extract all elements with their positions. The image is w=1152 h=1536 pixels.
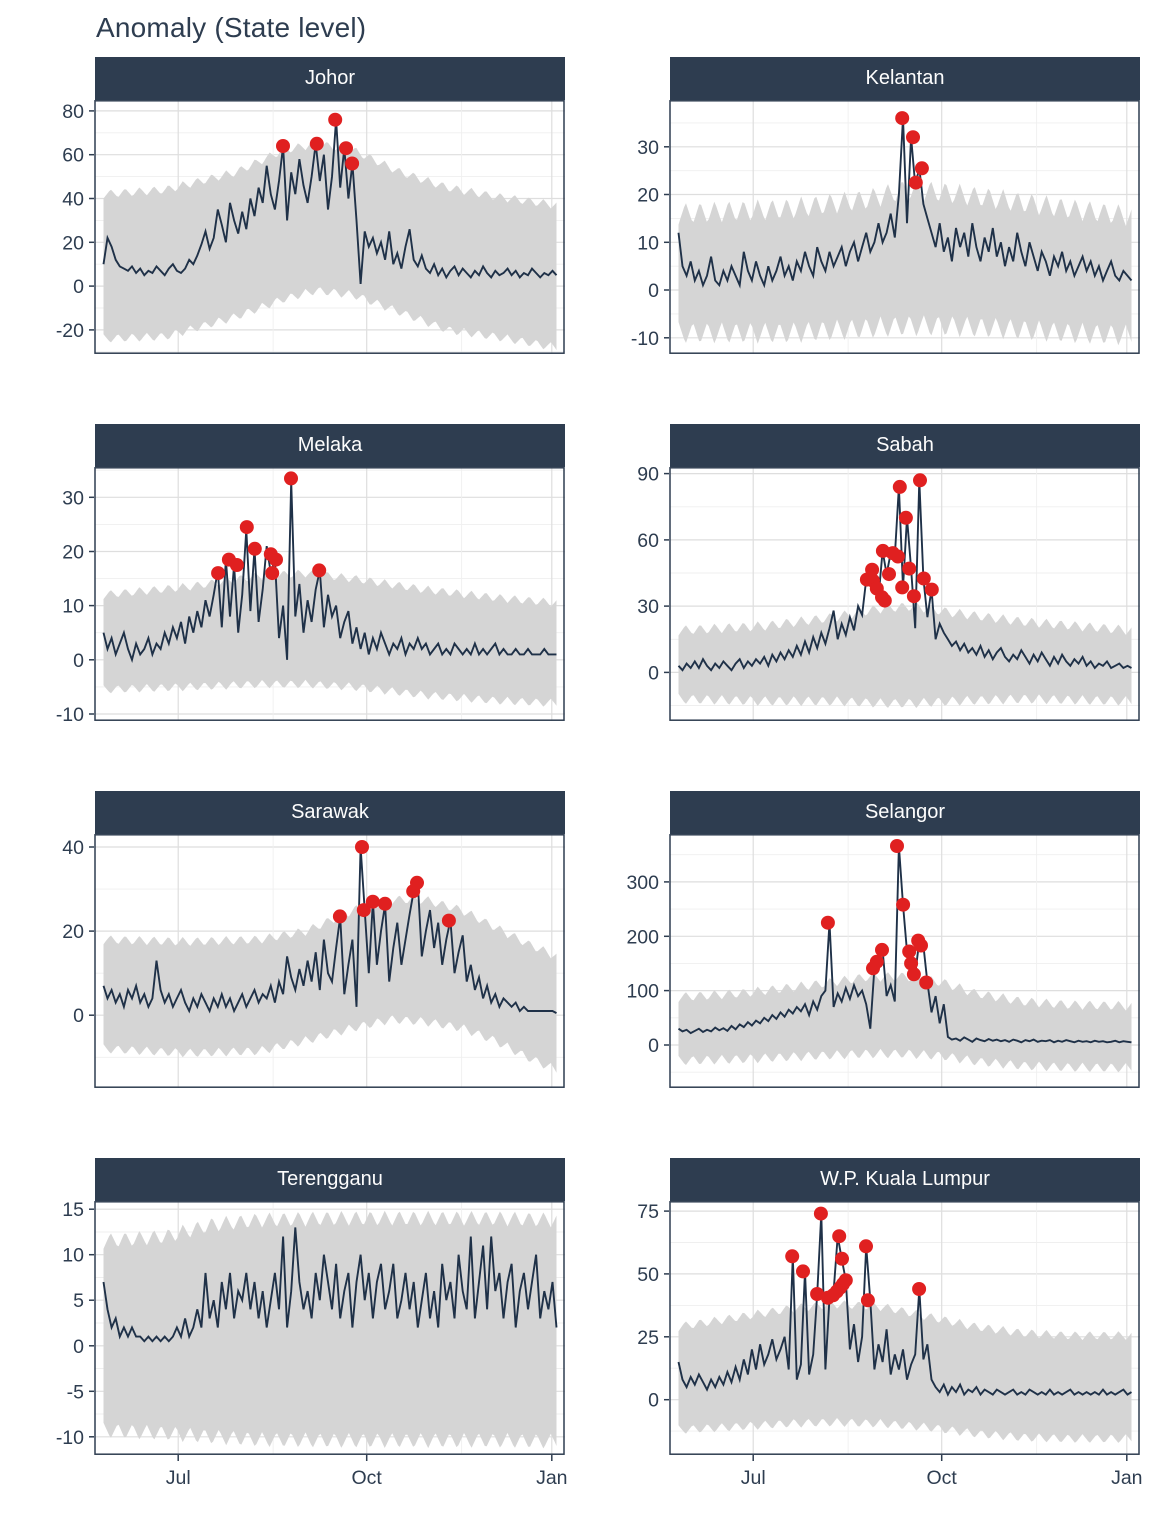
facet-header-johor: Johor — [95, 57, 565, 100]
svg-text:-20: -20 — [55, 319, 84, 342]
svg-text:0: 0 — [648, 280, 659, 302]
svg-text:20: 20 — [637, 184, 659, 207]
svg-text:75: 75 — [637, 1201, 659, 1224]
plot-johor — [45, 100, 565, 354]
svg-text:5: 5 — [73, 1290, 84, 1313]
svg-text:-10: -10 — [630, 327, 659, 350]
svg-text:Jul: Jul — [165, 1467, 191, 1489]
facet-header-sarawak: Sarawak — [95, 791, 565, 834]
facet-kelantan — [620, 57, 1140, 354]
svg-text:Oct: Oct — [926, 1467, 957, 1489]
svg-text:0: 0 — [648, 1389, 659, 1412]
svg-text:10: 10 — [637, 232, 659, 255]
plot-sarawak — [45, 834, 565, 1088]
svg-text:-10: -10 — [55, 1426, 84, 1449]
svg-text:0: 0 — [73, 649, 84, 672]
svg-text:30: 30 — [637, 596, 659, 619]
plot-kelantan — [620, 100, 1140, 354]
svg-text:0: 0 — [73, 276, 84, 299]
svg-text:Jul: Jul — [740, 1467, 766, 1489]
facet-header-sabah: Sabah — [670, 424, 1140, 467]
facet-terengganu — [45, 1158, 568, 1489]
svg-text:40: 40 — [62, 188, 84, 211]
svg-text:90: 90 — [637, 463, 659, 486]
svg-text:-10: -10 — [55, 704, 84, 726]
svg-text:20: 20 — [62, 541, 84, 564]
facet-header-melaka: Melaka — [95, 424, 565, 467]
svg-text:0: 0 — [648, 1035, 659, 1057]
facet-header-selangor: Selangor — [670, 791, 1140, 834]
svg-text:15: 15 — [62, 1199, 84, 1222]
facet-sabah — [620, 424, 1140, 721]
svg-text:100: 100 — [626, 980, 659, 1003]
facet-header-kelantan: Kelantan — [670, 57, 1140, 100]
facet-header-terengganu: Terengganu — [95, 1158, 565, 1201]
facet-wp-kuala-lumpur — [620, 1158, 1143, 1489]
svg-text:200: 200 — [626, 926, 659, 949]
svg-text:80: 80 — [62, 100, 84, 123]
svg-text:300: 300 — [626, 871, 659, 894]
svg-text:30: 30 — [62, 487, 84, 510]
svg-text:Jan: Jan — [1111, 1467, 1143, 1489]
svg-text:20: 20 — [62, 232, 84, 255]
plot-selangor — [620, 834, 1140, 1088]
svg-text:Oct: Oct — [351, 1467, 382, 1489]
svg-text:25: 25 — [637, 1326, 659, 1349]
svg-text:-5: -5 — [66, 1381, 84, 1404]
svg-text:Jan: Jan — [536, 1467, 568, 1489]
facet-johor — [45, 57, 565, 354]
svg-text:60: 60 — [637, 529, 659, 552]
svg-text:0: 0 — [73, 1335, 84, 1358]
svg-text:50: 50 — [637, 1263, 659, 1286]
svg-text:30: 30 — [637, 136, 659, 159]
svg-text:0: 0 — [73, 1005, 84, 1028]
chart-title: Anomaly (State level) — [96, 12, 367, 43]
facet-grid — [45, 57, 1143, 1489]
facet-selangor — [620, 791, 1140, 1088]
plot-wp-kuala-lumpur — [620, 1201, 1143, 1489]
svg-text:60: 60 — [62, 144, 84, 167]
plot-melaka — [45, 467, 565, 726]
facet-header-wp-kuala-lumpur: W.P. Kuala Lumpur — [670, 1158, 1140, 1201]
facet-sarawak — [45, 791, 565, 1088]
plot-sabah — [620, 463, 1140, 721]
svg-text:0: 0 — [648, 662, 659, 685]
svg-text:20: 20 — [62, 921, 84, 944]
svg-text:40: 40 — [62, 837, 84, 859]
svg-text:10: 10 — [62, 595, 84, 618]
facet-melaka — [45, 424, 565, 726]
plot-terengganu — [45, 1199, 568, 1489]
svg-text:10: 10 — [62, 1244, 84, 1267]
